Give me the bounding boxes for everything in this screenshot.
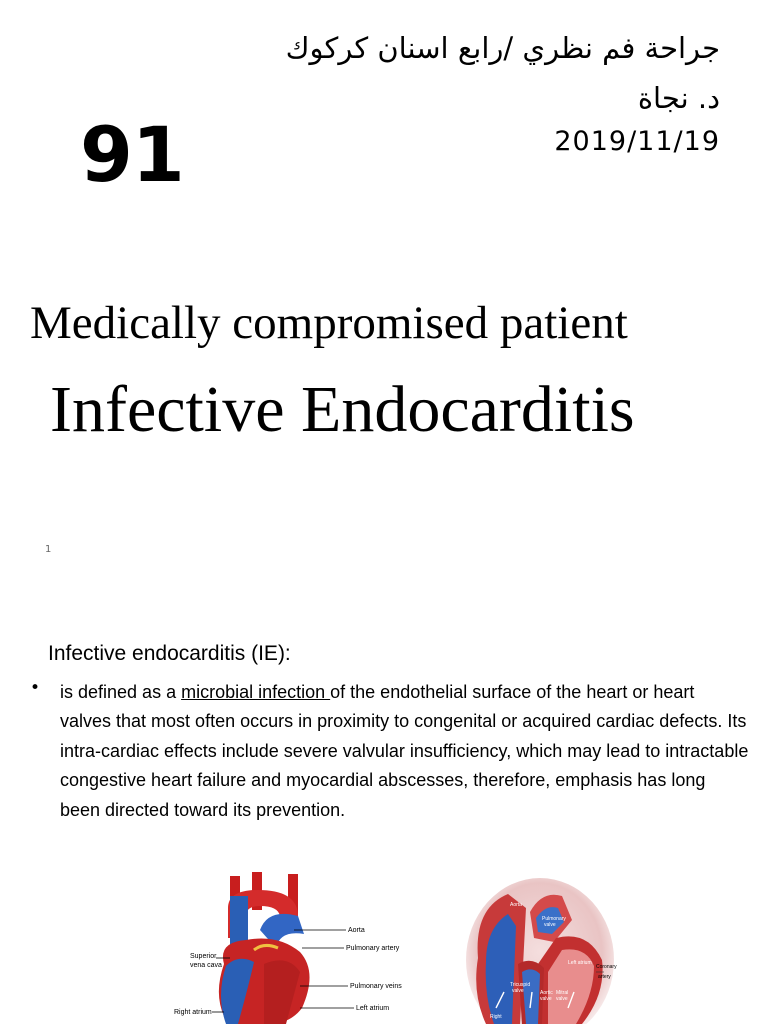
- slide-title: Infective Endocarditis: [50, 373, 635, 446]
- bullet-icon: •: [30, 678, 41, 698]
- lecture-number: 91: [80, 110, 184, 199]
- page-number: 1: [45, 544, 52, 555]
- course-title-arabic: جراحة فم نظري /رابع اسنان كركوك: [285, 31, 720, 65]
- para-text-before: is defined as a: [60, 682, 182, 702]
- heart-external-anatomy-image: [168, 868, 430, 1024]
- label2-pulmonary-2: valve: [544, 922, 556, 928]
- label2-mitral-1: Mitral: [556, 990, 569, 996]
- para-text-after: of the endothelial surface of the heart or heart valves that most often occurs in proximity to congenital or acquired cardiac defects. Its intra-cardiac effects include severe valvular insufficiency, which may lead to intractable congestive heart failure and myocardial abscesses, therefore, emphasis has long been directed toward its prevention.: [60, 682, 749, 820]
- definition-paragraph: [60, 678, 750, 825]
- label-aorta: Aorta: [348, 927, 365, 934]
- label2-aortic-1: Aortic: [540, 990, 553, 996]
- label2-pulmonary-1: Pulmonary: [542, 916, 566, 922]
- heart-cross-section-image: [456, 868, 636, 1024]
- label-right-atrium: Right atrium: [174, 1009, 212, 1016]
- slide-subtitle: Medically compromised patient: [30, 297, 628, 349]
- label2-tricuspid-2: valve: [512, 988, 524, 994]
- label2-coronary-1: Coronary: [596, 964, 617, 970]
- microbial-infection-link[interactable]: microbial infection: [181, 682, 331, 702]
- label2-coronary-2: artery: [598, 974, 611, 980]
- label2-aortic-2: valve: [540, 996, 552, 1002]
- lecture-date: 2019/11/19: [554, 126, 720, 157]
- label-pulmonary-veins: Pulmonary veins: [350, 983, 402, 990]
- section-heading: Infective endocarditis (IE):: [48, 642, 291, 665]
- label-superior-vena-cava-1: Superior: [190, 953, 217, 960]
- label2-mitral-2: valve: [556, 996, 568, 1002]
- label2-tricuspid-1: Tricuspid: [510, 982, 531, 988]
- label2-right: Right: [490, 1014, 502, 1020]
- label-pulmonary-artery: Pulmonary artery: [346, 945, 400, 952]
- label-superior-vena-cava-2: vena cava: [190, 962, 222, 969]
- label2-left-atrium: Left atrium: [568, 960, 592, 966]
- label2-aorta: Aorta: [510, 902, 522, 908]
- lecturer-name-arabic: د. نجاة: [637, 81, 720, 115]
- label-left-atrium: Left atrium: [356, 1005, 390, 1012]
